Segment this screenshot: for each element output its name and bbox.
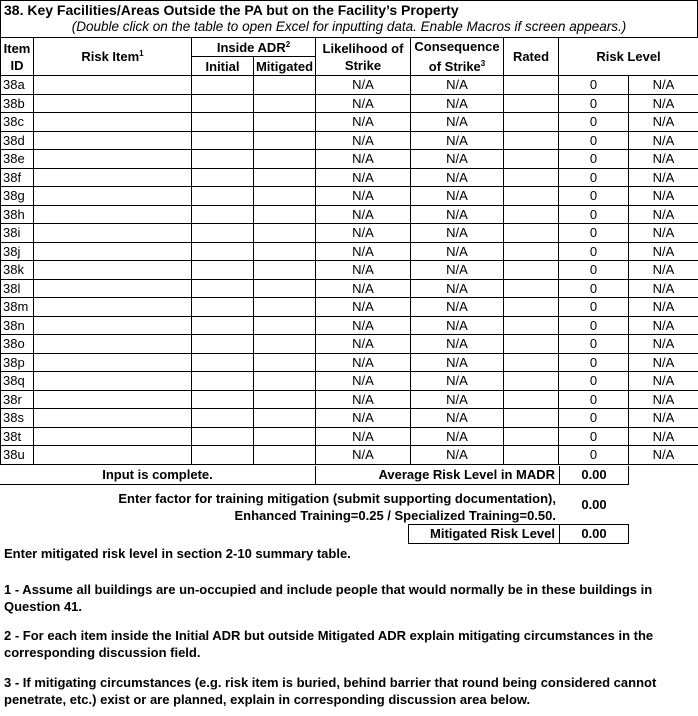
risk-number-cell[interactable]: 0 bbox=[559, 261, 629, 280]
table-row[interactable] bbox=[1, 446, 698, 465]
initial-cell[interactable] bbox=[192, 76, 254, 95]
risk-number-cell[interactable]: 0 bbox=[559, 150, 629, 169]
risk-item-cell[interactable] bbox=[34, 224, 192, 243]
initial-cell[interactable] bbox=[192, 205, 254, 224]
table-row[interactable] bbox=[1, 187, 698, 206]
risk-number-cell[interactable]: 0 bbox=[559, 224, 629, 243]
input-status: Input is complete. bbox=[0, 466, 316, 485]
row-id[interactable]: 38t bbox=[1, 427, 34, 446]
risk-level-cell[interactable]: N/A bbox=[629, 427, 698, 446]
col-inside-adr: Inside ADR$^2$ bbox=[192, 38, 316, 57]
col-initial: Initial bbox=[192, 57, 254, 76]
table-row[interactable] bbox=[1, 131, 698, 150]
table-row[interactable] bbox=[1, 94, 698, 113]
risk-number-cell[interactable]: 0 bbox=[559, 242, 629, 261]
initial-cell[interactable] bbox=[192, 372, 254, 391]
mitigated-cell[interactable] bbox=[254, 113, 316, 132]
likelihood-cell[interactable]: N/A bbox=[316, 131, 411, 150]
row-id[interactable]: 38u bbox=[1, 446, 34, 465]
risk-item-cell[interactable] bbox=[34, 279, 192, 298]
training-factor-label: Enter factor for training mitigation (submit supporting documentation), Enhanced Training=0.25 / Specialized Training=0.50. bbox=[118, 491, 556, 523]
rated-cell[interactable] bbox=[504, 298, 559, 317]
mitigated-cell[interactable] bbox=[254, 335, 316, 354]
row-id[interactable]: 38m bbox=[1, 298, 34, 317]
consequence-cell[interactable]: N/A bbox=[411, 242, 504, 261]
likelihood-cell[interactable]: N/A bbox=[316, 242, 411, 261]
likelihood-cell[interactable]: N/A bbox=[316, 446, 411, 465]
table-row[interactable] bbox=[1, 372, 698, 391]
col-likelihood: Likelihood of Strike bbox=[316, 38, 411, 76]
consequence-cell[interactable]: N/A bbox=[411, 390, 504, 409]
risk-level-cell[interactable]: N/A bbox=[629, 76, 698, 95]
risk-level-cell[interactable]: N/A bbox=[629, 316, 698, 335]
mitigated-cell[interactable] bbox=[254, 187, 316, 206]
risk-level-cell[interactable]: N/A bbox=[629, 372, 698, 391]
initial-cell[interactable] bbox=[192, 279, 254, 298]
risk-level-cell[interactable]: N/A bbox=[629, 224, 698, 243]
rated-cell[interactable] bbox=[504, 279, 559, 298]
row-id[interactable]: 38n bbox=[1, 316, 34, 335]
mitigated-cell[interactable] bbox=[254, 205, 316, 224]
row-id[interactable]: 38e bbox=[1, 150, 34, 169]
mitigated-cell[interactable] bbox=[254, 353, 316, 372]
row-id[interactable]: 38p bbox=[1, 353, 34, 372]
rated-cell[interactable] bbox=[504, 205, 559, 224]
section-title: 38. Key Facilities/Areas Outside the PA but on the Facility’s Property bbox=[4, 2, 459, 18]
risk-item-cell[interactable] bbox=[34, 372, 192, 391]
row-id[interactable]: 38a bbox=[1, 76, 34, 95]
risk-level-cell[interactable]: N/A bbox=[629, 390, 698, 409]
table-row[interactable] bbox=[1, 427, 698, 446]
consequence-cell[interactable]: N/A bbox=[411, 446, 504, 465]
risk-number-cell[interactable]: 0 bbox=[559, 390, 629, 409]
mitigated-risk-label: Mitigated Risk Level bbox=[408, 524, 560, 544]
table-row[interactable] bbox=[1, 279, 698, 298]
col-rated: Rated bbox=[504, 38, 559, 76]
rated-cell[interactable] bbox=[504, 372, 559, 391]
likelihood-cell[interactable]: N/A bbox=[316, 353, 411, 372]
risk-number-cell[interactable]: 0 bbox=[559, 131, 629, 150]
rated-cell[interactable] bbox=[504, 446, 559, 465]
consequence-cell[interactable]: N/A bbox=[411, 261, 504, 280]
risk-level-cell[interactable]: N/A bbox=[629, 409, 698, 428]
risk-number-cell[interactable]: 0 bbox=[559, 205, 629, 224]
row-id[interactable]: 38c bbox=[1, 113, 34, 132]
risk-level-cell[interactable]: N/A bbox=[629, 446, 698, 465]
mitigated-cell[interactable] bbox=[254, 372, 316, 391]
risk-number-cell[interactable]: 0 bbox=[559, 94, 629, 113]
risk-level-cell[interactable]: N/A bbox=[629, 279, 698, 298]
likelihood-cell[interactable]: N/A bbox=[316, 390, 411, 409]
initial-cell[interactable] bbox=[192, 409, 254, 428]
consequence-cell[interactable]: N/A bbox=[411, 94, 504, 113]
row-id[interactable]: 38i bbox=[1, 224, 34, 243]
likelihood-cell[interactable]: N/A bbox=[316, 113, 411, 132]
initial-cell[interactable] bbox=[192, 446, 254, 465]
risk-item-cell[interactable] bbox=[34, 390, 192, 409]
initial-cell[interactable] bbox=[192, 242, 254, 261]
initial-cell[interactable] bbox=[192, 427, 254, 446]
consequence-cell[interactable]: N/A bbox=[411, 427, 504, 446]
row-id[interactable]: 38l bbox=[1, 279, 34, 298]
mitigated-cell[interactable] bbox=[254, 279, 316, 298]
row-id[interactable]: 38j bbox=[1, 242, 34, 261]
table-row[interactable] bbox=[1, 353, 698, 372]
risk-item-cell[interactable] bbox=[34, 94, 192, 113]
likelihood-cell[interactable]: N/A bbox=[316, 316, 411, 335]
likelihood-cell[interactable]: N/A bbox=[316, 76, 411, 95]
consequence-cell[interactable]: N/A bbox=[411, 150, 504, 169]
rated-cell[interactable] bbox=[504, 113, 559, 132]
consequence-cell[interactable]: N/A bbox=[411, 353, 504, 372]
likelihood-cell[interactable]: N/A bbox=[316, 150, 411, 169]
table-row[interactable] bbox=[1, 168, 698, 187]
rated-cell[interactable] bbox=[504, 168, 559, 187]
risk-level-cell[interactable]: N/A bbox=[629, 298, 698, 317]
row-id[interactable]: 38r bbox=[1, 390, 34, 409]
row-id[interactable]: 38g bbox=[1, 187, 34, 206]
risk-level-cell[interactable]: N/A bbox=[629, 205, 698, 224]
rated-cell[interactable] bbox=[504, 76, 559, 95]
risk-item-cell[interactable] bbox=[34, 353, 192, 372]
likelihood-cell[interactable]: N/A bbox=[316, 335, 411, 354]
initial-cell[interactable] bbox=[192, 261, 254, 280]
rated-cell[interactable] bbox=[504, 261, 559, 280]
risk-item-cell[interactable] bbox=[34, 113, 192, 132]
risk-level-cell[interactable]: N/A bbox=[629, 94, 698, 113]
risk-item-cell[interactable] bbox=[34, 446, 192, 465]
likelihood-cell[interactable]: N/A bbox=[316, 168, 411, 187]
col-risk-level: Risk Level bbox=[559, 38, 698, 76]
rated-cell[interactable] bbox=[504, 150, 559, 169]
risk-level-cell[interactable]: N/A bbox=[629, 261, 698, 280]
consequence-cell[interactable]: N/A bbox=[411, 168, 504, 187]
risk-item-cell[interactable] bbox=[34, 242, 192, 261]
mitigated-cell[interactable] bbox=[254, 316, 316, 335]
row-id[interactable]: 38o bbox=[1, 335, 34, 354]
col-item-id: Item ID bbox=[1, 38, 34, 76]
row-id[interactable]: 38f bbox=[1, 168, 34, 187]
consequence-cell[interactable]: N/A bbox=[411, 131, 504, 150]
rated-cell[interactable] bbox=[504, 409, 559, 428]
rated-cell[interactable] bbox=[504, 94, 559, 113]
table-row[interactable] bbox=[1, 224, 698, 243]
mitigated-cell[interactable] bbox=[254, 446, 316, 465]
col-mitigated: Mitigated bbox=[254, 57, 316, 76]
initial-cell[interactable] bbox=[192, 224, 254, 243]
consequence-cell[interactable]: N/A bbox=[411, 205, 504, 224]
table-body bbox=[1, 76, 698, 465]
footnote-1: 1 - Assume all buildings are un-occupied and include people that would normally be in these buildings in Question 41. bbox=[4, 582, 653, 614]
footnote-3: 3 - If mitigating circumstances (e.g. risk item is buried, behind barrier that round being considered cannot penetrate, etc.) exist or are planned, explain in corresponding discussion area below. bbox=[4, 675, 657, 707]
rated-cell[interactable] bbox=[504, 353, 559, 372]
risk-level-cell[interactable]: N/A bbox=[629, 131, 698, 150]
table-row[interactable] bbox=[1, 390, 698, 409]
table-row[interactable] bbox=[1, 298, 698, 317]
rated-cell[interactable] bbox=[504, 316, 559, 335]
likelihood-cell[interactable]: N/A bbox=[316, 372, 411, 391]
mitigated-cell[interactable] bbox=[254, 76, 316, 95]
initial-cell[interactable] bbox=[192, 168, 254, 187]
risk-number-cell[interactable]: 0 bbox=[559, 409, 629, 428]
average-risk-value: 0.00 bbox=[559, 466, 629, 485]
likelihood-cell[interactable]: N/A bbox=[316, 94, 411, 113]
rated-cell[interactable] bbox=[504, 390, 559, 409]
initial-cell[interactable] bbox=[192, 353, 254, 372]
risk-item-cell[interactable] bbox=[34, 298, 192, 317]
row-id[interactable]: 38h bbox=[1, 205, 34, 224]
consequence-cell[interactable]: N/A bbox=[411, 372, 504, 391]
initial-cell[interactable] bbox=[192, 150, 254, 169]
consequence-cell[interactable]: N/A bbox=[411, 335, 504, 354]
risk-item-cell[interactable] bbox=[34, 427, 192, 446]
risk-item-cell[interactable] bbox=[34, 150, 192, 169]
mitigated-cell[interactable] bbox=[254, 298, 316, 317]
consequence-cell[interactable]: N/A bbox=[411, 224, 504, 243]
consequence-cell[interactable]: N/A bbox=[411, 76, 504, 95]
mitigated-cell[interactable] bbox=[254, 168, 316, 187]
risk-number-cell[interactable]: 0 bbox=[559, 372, 629, 391]
risk-level-cell[interactable]: N/A bbox=[629, 150, 698, 169]
likelihood-cell[interactable]: N/A bbox=[316, 187, 411, 206]
initial-cell[interactable] bbox=[192, 298, 254, 317]
rated-cell[interactable] bbox=[504, 131, 559, 150]
training-factor-value[interactable]: 0.00 bbox=[581, 497, 607, 512]
risk-number-cell[interactable]: 0 bbox=[559, 279, 629, 298]
row-id[interactable]: 38k bbox=[1, 261, 34, 280]
col-risk-item: Risk Item$^1$ bbox=[34, 38, 192, 76]
table-row[interactable] bbox=[1, 242, 698, 261]
likelihood-cell[interactable]: N/A bbox=[316, 427, 411, 446]
table-row[interactable] bbox=[1, 316, 698, 335]
mitigated-cell[interactable] bbox=[254, 242, 316, 261]
initial-cell[interactable] bbox=[192, 113, 254, 132]
average-risk-label: Average Risk Level in MADR bbox=[315, 466, 560, 485]
mitigated-cell[interactable] bbox=[254, 409, 316, 428]
table-row[interactable] bbox=[1, 261, 698, 280]
table-row[interactable] bbox=[1, 205, 698, 224]
risk-item-cell[interactable] bbox=[34, 76, 192, 95]
consequence-cell[interactable]: N/A bbox=[411, 316, 504, 335]
risk-number-cell[interactable]: 0 bbox=[559, 316, 629, 335]
mitigated-cell[interactable] bbox=[254, 261, 316, 280]
consequence-cell[interactable]: N/A bbox=[411, 113, 504, 132]
rated-cell[interactable] bbox=[504, 427, 559, 446]
risk-item-cell[interactable] bbox=[34, 187, 192, 206]
risk-number-cell[interactable]: 0 bbox=[559, 335, 629, 354]
table-header bbox=[0, 0, 698, 37]
risk-number-cell[interactable]: 0 bbox=[559, 427, 629, 446]
risk-number-cell[interactable]: 0 bbox=[559, 187, 629, 206]
likelihood-cell[interactable]: N/A bbox=[316, 409, 411, 428]
risk-item-cell[interactable] bbox=[34, 316, 192, 335]
mitigated-cell[interactable] bbox=[254, 390, 316, 409]
initial-cell[interactable] bbox=[192, 390, 254, 409]
mitigated-cell[interactable] bbox=[254, 150, 316, 169]
risk-item-cell[interactable] bbox=[34, 335, 192, 354]
table-row[interactable] bbox=[1, 113, 698, 132]
risk-number-cell[interactable]: 0 bbox=[559, 353, 629, 372]
risk-table[interactable] bbox=[0, 37, 698, 465]
mitigated-risk-value: 0.00 bbox=[559, 524, 629, 544]
consequence-cell[interactable]: N/A bbox=[411, 409, 504, 428]
table-row[interactable] bbox=[1, 76, 698, 95]
risk-level-cell[interactable]: N/A bbox=[629, 168, 698, 187]
risk-level-cell[interactable]: N/A bbox=[629, 335, 698, 354]
risk-number-cell[interactable]: 0 bbox=[559, 446, 629, 465]
likelihood-cell[interactable]: N/A bbox=[316, 298, 411, 317]
risk-level-cell[interactable]: N/A bbox=[629, 113, 698, 132]
footnote-2: 2 - For each item inside the Initial ADR but outside Mitigated ADR explain mitigating circumstances in the corresponding discussion field. bbox=[4, 628, 654, 660]
initial-cell[interactable] bbox=[192, 94, 254, 113]
consequence-cell[interactable]: N/A bbox=[411, 298, 504, 317]
risk-level-cell[interactable]: N/A bbox=[629, 353, 698, 372]
initial-cell[interactable] bbox=[192, 131, 254, 150]
rated-cell[interactable] bbox=[504, 187, 559, 206]
consequence-cell[interactable]: N/A bbox=[411, 187, 504, 206]
mitigated-cell[interactable] bbox=[254, 224, 316, 243]
risk-item-cell[interactable] bbox=[34, 168, 192, 187]
table-row[interactable] bbox=[1, 335, 698, 354]
risk-number-cell[interactable]: 0 bbox=[559, 298, 629, 317]
risk-number-cell[interactable]: 0 bbox=[559, 168, 629, 187]
row-id[interactable]: 38s bbox=[1, 409, 34, 428]
rated-cell[interactable] bbox=[504, 224, 559, 243]
mitigated-cell[interactable] bbox=[254, 427, 316, 446]
mitigated-cell[interactable] bbox=[254, 131, 316, 150]
risk-level-cell[interactable]: N/A bbox=[629, 242, 698, 261]
row-id[interactable]: 38d bbox=[1, 131, 34, 150]
rated-cell[interactable] bbox=[504, 242, 559, 261]
col-consequence: Consequence of Strike$^3$ bbox=[411, 38, 504, 76]
table-row[interactable] bbox=[1, 409, 698, 428]
initial-cell[interactable] bbox=[192, 187, 254, 206]
risk-number-cell[interactable]: 0 bbox=[559, 76, 629, 95]
initial-cell[interactable] bbox=[192, 335, 254, 354]
row-id[interactable]: 38b bbox=[1, 94, 34, 113]
likelihood-cell[interactable]: N/A bbox=[316, 261, 411, 280]
risk-number-cell[interactable]: 0 bbox=[559, 113, 629, 132]
likelihood-cell[interactable]: N/A bbox=[316, 224, 411, 243]
risk-item-cell[interactable] bbox=[34, 131, 192, 150]
row-id[interactable]: 38q bbox=[1, 372, 34, 391]
likelihood-cell[interactable]: N/A bbox=[316, 279, 411, 298]
risk-item-cell[interactable] bbox=[34, 261, 192, 280]
initial-cell[interactable] bbox=[192, 316, 254, 335]
instruction-text: Enter mitigated risk level in section 2-10 summary table. bbox=[4, 546, 351, 561]
mitigated-cell[interactable] bbox=[254, 94, 316, 113]
section-subtitle: (Double click on the table to open Excel for inputting data. Enable Macros if screen appears.) bbox=[71, 19, 627, 34]
risk-level-cell[interactable]: N/A bbox=[629, 187, 698, 206]
rated-cell[interactable] bbox=[504, 335, 559, 354]
table-row[interactable] bbox=[1, 150, 698, 169]
consequence-cell[interactable]: N/A bbox=[411, 279, 504, 298]
likelihood-cell[interactable]: N/A bbox=[316, 205, 411, 224]
risk-item-cell[interactable] bbox=[34, 205, 192, 224]
risk-item-cell[interactable] bbox=[34, 409, 192, 428]
